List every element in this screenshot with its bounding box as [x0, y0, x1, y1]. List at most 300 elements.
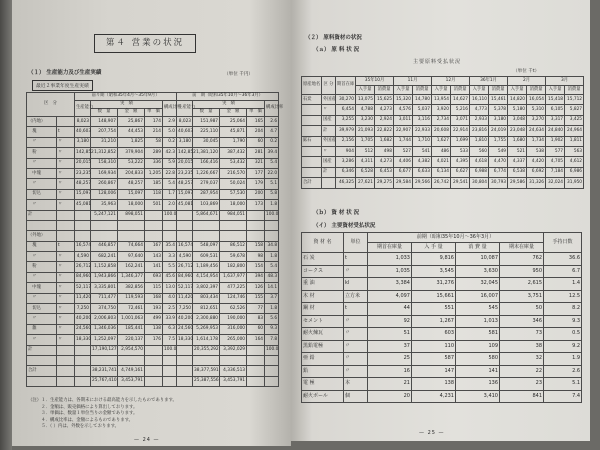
value-cell: 151,987 — [193, 117, 220, 127]
table-header — [302, 233, 582, 253]
value-cell: 23 — [500, 378, 544, 391]
value-cell: 25 — [368, 353, 412, 366]
value-cell: 20,355,292 — [193, 345, 220, 355]
row-label-cell — [302, 126, 322, 136]
value-cell: 26,742 — [432, 178, 451, 188]
value-cell — [247, 376, 265, 386]
value-cell: 11,420 — [177, 293, 193, 303]
value-cell: 13,075 — [356, 95, 375, 105]
column-header: 前期（昭和35年10月～36年3月） — [368, 233, 544, 243]
value-cell: 3,392,029 — [220, 345, 247, 355]
value-cell: 103,869 — [193, 200, 220, 210]
value-cell: 84,960 — [177, 272, 193, 282]
value-cell: 24,019 — [489, 126, 508, 136]
value-cell: 193 — [145, 304, 163, 314]
page-number: — 24 — — [134, 437, 160, 443]
row-label-cell: 計 — [322, 126, 336, 136]
value-cell: 83 — [247, 314, 265, 324]
value-cell: 5,269,953 — [193, 324, 220, 334]
table-row — [302, 105, 584, 115]
value-cell: 521 — [508, 146, 527, 156]
value-cell: 22.0 — [265, 168, 279, 178]
value-cell: 14,820 — [508, 95, 527, 105]
value-cell: 100.0 — [265, 210, 279, 220]
value-cell: 8,023 — [177, 117, 193, 127]
value-cell: 154 — [247, 262, 265, 272]
value-cell: 22,907 — [394, 126, 413, 136]
row-label-cell: 〃 — [57, 304, 75, 314]
table-row — [27, 200, 279, 210]
column-header: 入 手 量 — [412, 243, 456, 253]
value-cell: 45,081 — [75, 200, 91, 210]
value-cell: 4,590 — [177, 252, 193, 262]
value-cell: 2,300,880 — [193, 314, 220, 324]
value-cell: 1,346,036 — [91, 324, 118, 334]
value-cell: 6,454 — [336, 105, 356, 115]
value-cell: 31,326 — [527, 178, 546, 188]
table-row — [27, 335, 279, 345]
row-label-cell: 〃 — [322, 105, 336, 115]
value-cell: 3,180 — [177, 137, 193, 147]
value-cell: 190,000 — [220, 314, 247, 324]
row-label-cell: t — [344, 253, 368, 266]
value-cell — [118, 231, 145, 241]
row-label-cell: 切込 — [27, 304, 57, 314]
value-cell: 46,325 — [336, 178, 356, 188]
column-header: 生産能力 — [75, 101, 91, 117]
row-label-cell: 粉 — [27, 148, 57, 158]
value-cell: 15,097 — [75, 189, 91, 199]
value-cell: 1,346,377 — [118, 272, 145, 282]
row-label-cell: 耐火ボール — [302, 390, 344, 403]
value-cell: 8,023 — [75, 117, 91, 127]
value-cell: 603 — [412, 328, 456, 341]
value-cell: 24,634 — [527, 126, 546, 136]
value-cell: 693 — [145, 272, 163, 282]
value-cell: 115 — [145, 283, 163, 293]
value-cell — [247, 220, 265, 230]
value-cell: 4,470 — [489, 157, 508, 167]
page-number: — 25 — — [419, 430, 445, 436]
value-cell: 6,986 — [565, 167, 584, 177]
value-cell: 8.2 — [544, 303, 582, 316]
row-label-cell: 粉 — [27, 262, 57, 272]
value-cell: 4,406 — [394, 157, 413, 167]
row-label-cell: 〃 — [57, 252, 75, 262]
value-cell: 29,566 — [413, 178, 432, 188]
value-cell: 23,235 — [75, 168, 91, 178]
value-cell: 138 — [412, 378, 456, 391]
right-page — [291, 0, 590, 441]
table-row — [27, 324, 279, 334]
value-cell: 53,432 — [220, 158, 247, 168]
value-cell: 3,048 — [508, 115, 527, 125]
value-cell — [177, 345, 193, 355]
value-cell: 1,825 — [118, 137, 145, 147]
table-row — [27, 117, 279, 127]
value-cell: 158 — [247, 241, 265, 251]
value-cell: 4,395 — [451, 157, 470, 167]
table-row — [27, 168, 279, 178]
row-label-cell: 計 — [27, 345, 57, 355]
row-label-cell: 〃 — [57, 137, 75, 147]
row-label-cell — [27, 376, 57, 386]
row-label-cell — [57, 220, 75, 230]
value-cell: 29,584 — [394, 178, 413, 188]
value-cell: 92 — [368, 315, 412, 328]
value-cell — [247, 345, 265, 355]
row-label-cell — [302, 115, 322, 125]
table-row — [27, 314, 279, 324]
value-cell: 4.0 — [163, 293, 177, 303]
row-label-cell: 計 — [322, 167, 336, 177]
value-cell — [75, 355, 91, 365]
column-header: 入手量 — [508, 86, 527, 95]
value-cell — [91, 220, 118, 230]
value-cell: 4,021 — [432, 157, 451, 167]
value-cell: 1,001,063 — [118, 314, 145, 324]
value-cell: 168 — [145, 293, 163, 303]
row-label-cell: t — [57, 241, 75, 251]
value-cell: 549 — [489, 146, 508, 156]
value-cell: 158,310 — [91, 158, 118, 168]
row-label-cell: t — [344, 303, 368, 316]
column-header: 生産能力 — [177, 101, 193, 117]
row-label-cell — [57, 376, 75, 386]
footnote: ５．（ ）内は、外数を示しております。 — [28, 424, 120, 430]
row-label-cell: 〃 — [27, 252, 57, 262]
value-cell: 2,156 — [336, 136, 356, 146]
value-cell: 124,746 — [220, 293, 247, 303]
value-cell: 1,205 — [145, 168, 163, 178]
value-cell: 6.7 — [544, 265, 582, 278]
value-cell: 321 — [247, 158, 265, 168]
value-cell: 138 — [145, 324, 163, 334]
value-cell: 3,335,801 — [91, 283, 118, 293]
value-cell: 31,950 — [565, 178, 584, 188]
table-row — [27, 376, 279, 386]
column-header: 数 量 — [193, 109, 220, 117]
value-cell: 4,097 — [368, 290, 412, 303]
row-label-cell: 耐火煉瓦 — [302, 328, 344, 341]
value-cell: 841 — [500, 390, 544, 403]
value-cell: 24,840 — [546, 126, 565, 136]
row-label-cell: 〃 — [27, 137, 57, 147]
value-cell: 38 — [500, 340, 544, 353]
value-cell: 52,117 — [75, 283, 91, 293]
value-cell: 1,627 — [432, 136, 451, 146]
value-cell: 1.8 — [265, 200, 279, 210]
row-label-cell: 〃 — [344, 265, 368, 278]
value-cell: 289 — [145, 148, 163, 158]
value-cell: 17,190,127 — [91, 345, 118, 355]
value-cell: 118 — [145, 189, 163, 199]
value-cell: 1,033 — [368, 253, 412, 266]
row-label-cell: 〃 — [57, 189, 75, 199]
row-label-cell — [57, 345, 75, 355]
value-cell: 24,560 — [75, 324, 91, 334]
table-row — [302, 167, 584, 177]
value-cell — [265, 376, 279, 386]
value-cell: 23,816 — [470, 126, 489, 136]
value-cell: 4,420 — [527, 157, 546, 167]
value-cell: 185,441 — [118, 324, 145, 334]
row-label-cell — [302, 157, 322, 167]
value-cell: 4,773 — [470, 105, 489, 115]
table-row — [302, 290, 582, 303]
value-cell: 6,692 — [527, 167, 546, 177]
value-cell: 5.4 — [163, 179, 177, 189]
value-cell: 15,418 — [546, 95, 565, 105]
value-cell: 545 — [456, 303, 500, 316]
value-cell: 2.6 — [265, 117, 279, 127]
table-row — [302, 178, 584, 188]
value-cell: 34.8 — [265, 241, 279, 251]
value-cell: 812,651 — [193, 304, 220, 314]
value-cell: 2,734 — [432, 115, 451, 125]
value-cell: 14.1 — [265, 283, 279, 293]
value-cell: 1.8 — [265, 252, 279, 262]
row-label-cell: 〃 — [57, 293, 75, 303]
column-header: 期首在庫量 — [368, 243, 412, 253]
value-cell: 44 — [368, 303, 412, 316]
column-header: 実 績 — [91, 101, 163, 109]
value-cell: 1,744 — [394, 136, 413, 146]
value-cell: 60 — [247, 137, 265, 147]
value-cell: 167 — [145, 241, 163, 251]
value-cell: 336 — [145, 158, 163, 168]
column-header: 11月 — [394, 77, 432, 86]
table-row — [302, 353, 582, 366]
value-cell — [163, 355, 177, 365]
value-cell — [177, 220, 193, 230]
table-row — [302, 278, 582, 291]
value-cell: 6,346 — [336, 167, 356, 177]
value-cell: 3,425 — [565, 115, 584, 125]
row-label-cell — [57, 117, 75, 127]
value-cell: 3,071 — [451, 115, 470, 125]
row-label-cell — [302, 167, 322, 177]
value-cell — [247, 355, 265, 365]
value-cell: 142,852 — [75, 148, 91, 158]
value-cell: 5,180 — [508, 105, 527, 115]
column-header: 消費量 — [413, 86, 432, 95]
value-cell: 3,116 — [413, 115, 432, 125]
value-cell: 3.3 — [163, 252, 177, 262]
row-label-cell: セメント — [302, 315, 344, 328]
value-cell: 18,000 — [220, 200, 247, 210]
row-label-cell: 本 — [344, 378, 368, 391]
value-cell: 40,603 — [75, 127, 91, 137]
value-cell: 22,933 — [413, 126, 432, 136]
value-cell: 20,608 — [432, 126, 451, 136]
value-cell: 45.6 — [163, 272, 177, 282]
column-header: 金 額 — [118, 109, 145, 117]
row-label-cell — [57, 210, 75, 220]
value-cell: 13.0 — [163, 283, 177, 293]
value-cell — [220, 220, 247, 230]
value-cell: 3,453,791 — [220, 376, 247, 386]
row-label-cell: 重 油 — [302, 278, 344, 291]
value-cell: 16,054 — [527, 95, 546, 105]
value-cell: 30,045 — [193, 137, 220, 147]
value-cell: 3,317 — [546, 115, 565, 125]
value-cell — [163, 231, 177, 241]
value-cell: 26,712 — [177, 262, 193, 272]
column-header: 期末在庫量 — [500, 243, 544, 253]
header-row — [302, 233, 582, 243]
value-cell: 1,312,852 — [91, 148, 118, 158]
column-header: 手持日数 — [544, 233, 582, 253]
column-header: 入手量 — [470, 86, 489, 95]
row-label-cell: 〃 — [27, 293, 57, 303]
value-cell: 22,822 — [375, 126, 394, 136]
row-label-cell: 〃 — [57, 262, 75, 272]
value-cell: 24,964 — [565, 126, 584, 136]
value-cell: 31,276 — [412, 278, 456, 291]
value-cell: 126 — [247, 283, 265, 293]
value-cell: 5,864,671 — [193, 210, 220, 220]
value-cell — [118, 220, 145, 230]
row-label-cell — [27, 355, 57, 365]
value-cell: 1,152,858 — [91, 262, 118, 272]
row-label-cell — [57, 366, 75, 376]
row-label-cell: 塊 — [27, 127, 57, 137]
value-cell: 3,802,397 — [193, 283, 220, 293]
value-cell: 110 — [412, 340, 456, 353]
value-cell: 5.4 — [265, 262, 279, 272]
value-cell: 0.2 — [265, 137, 279, 147]
value-cell: 142,852 — [177, 148, 193, 158]
value-cell: 11,420 — [75, 293, 91, 303]
header-row — [302, 77, 584, 86]
value-cell — [247, 231, 265, 241]
row-label-cell — [302, 105, 322, 115]
value-cell: 527 — [394, 146, 413, 156]
value-cell: 86,512 — [220, 241, 247, 251]
table-row — [27, 148, 279, 158]
value-cell: 48.3 — [265, 272, 279, 282]
row-label-cell: 切込 — [27, 189, 57, 199]
value-cell: 587 — [412, 353, 456, 366]
value-cell: 1.7 — [163, 189, 177, 199]
row-label-cell: 鉱石 — [302, 136, 322, 146]
value-cell — [145, 376, 163, 386]
value-cell — [163, 376, 177, 386]
row-label-cell: 木 材 — [302, 290, 344, 303]
value-cell: 14,627 — [451, 95, 470, 105]
value-cell: 97,640 — [118, 252, 145, 262]
materials-table — [301, 232, 582, 403]
value-cell: 3,180 — [75, 137, 91, 147]
section-title: （２） 原料資材の状況 — [305, 35, 362, 41]
row-label-cell: 〃 — [322, 146, 336, 156]
subsection-title: （ａ） 原 料 状 況 — [313, 47, 360, 53]
value-cell: 30,270 — [336, 95, 356, 105]
value-cell: 44,453 — [118, 127, 145, 137]
column-header: 前々期（昭和35年4月～35年9月） — [75, 93, 177, 101]
value-cell — [247, 210, 265, 220]
value-cell: 5.8 — [265, 189, 279, 199]
table-row — [302, 115, 584, 125]
table-row — [302, 390, 582, 403]
value-cell — [265, 366, 279, 376]
value-cell: 173 — [247, 200, 265, 210]
column-header: 区 分 — [322, 77, 336, 95]
table-row — [302, 136, 584, 146]
value-cell: 48,257 — [177, 179, 193, 189]
column-header: 単 価 — [145, 109, 163, 117]
value-cell: 29,541 — [451, 178, 470, 188]
value-cell: 260,867 — [91, 179, 118, 189]
column-header: 3月 — [546, 77, 584, 86]
value-cell: 29,586 — [508, 178, 527, 188]
value-cell — [118, 355, 145, 365]
value-cell: 4,336,513 — [220, 366, 247, 376]
row-label-cell: 〃 — [57, 324, 75, 334]
value-cell: 984,051 — [220, 210, 247, 220]
value-cell: 57,530 — [220, 189, 247, 199]
table-row — [302, 315, 582, 328]
value-cell: 4,749,161 — [118, 366, 145, 376]
row-label-cell: 〃 — [57, 335, 75, 345]
footnote: ３．単価は、数量１単位当りの金額であります。 — [28, 411, 138, 417]
column-header: 金 額 — [220, 109, 247, 117]
value-cell: 39.4 — [265, 148, 279, 158]
value-cell — [75, 220, 91, 230]
value-cell: 1,381,120 — [193, 148, 220, 158]
row-label-cell: （外地） — [27, 231, 57, 241]
value-cell — [177, 376, 193, 386]
row-label-cell: 外国産 — [322, 95, 336, 105]
row-label-cell: 〃 — [344, 365, 368, 378]
value-cell: 40,200 — [177, 314, 193, 324]
row-label-cell — [27, 220, 57, 230]
table-header — [302, 77, 584, 95]
value-cell — [145, 231, 163, 241]
value-cell: 16,110 — [470, 95, 489, 105]
row-label-cell: 〃 — [57, 158, 75, 168]
value-cell: 950 — [500, 265, 544, 278]
table-row — [27, 127, 279, 137]
table-caption: 主要原料受払状況 — [413, 59, 462, 65]
value-cell: 609,531 — [193, 252, 220, 262]
value-cell: 30,793 — [489, 178, 508, 188]
value-cell — [75, 376, 91, 386]
value-cell: 6,988 — [470, 167, 489, 177]
row-label-cell: 立方米 — [344, 290, 368, 303]
value-cell: 346 — [500, 315, 544, 328]
table-row — [302, 157, 584, 167]
value-cell: 204 — [247, 127, 265, 137]
value-cell: 4,705 — [546, 157, 565, 167]
row-label-cell: 〃 — [344, 353, 368, 366]
value-cell: 1,035 — [368, 265, 412, 278]
value-cell: 45,871 — [220, 127, 247, 137]
value-cell: 32,024 — [546, 178, 565, 188]
value-cell: 51 — [368, 328, 412, 341]
value-cell: 560 — [470, 146, 489, 156]
value-cell: 387,432 — [220, 148, 247, 158]
value-cell: 74,664 — [118, 241, 145, 251]
value-cell: 9.2 — [544, 340, 582, 353]
value-cell: 22.8 — [163, 168, 177, 178]
value-cell: 176 — [145, 335, 163, 345]
value-cell — [193, 355, 220, 365]
value-cell: 21,093 — [356, 126, 375, 136]
row-label-cell: 亜 鉛 — [302, 353, 344, 366]
value-cell: 143 — [145, 252, 163, 262]
